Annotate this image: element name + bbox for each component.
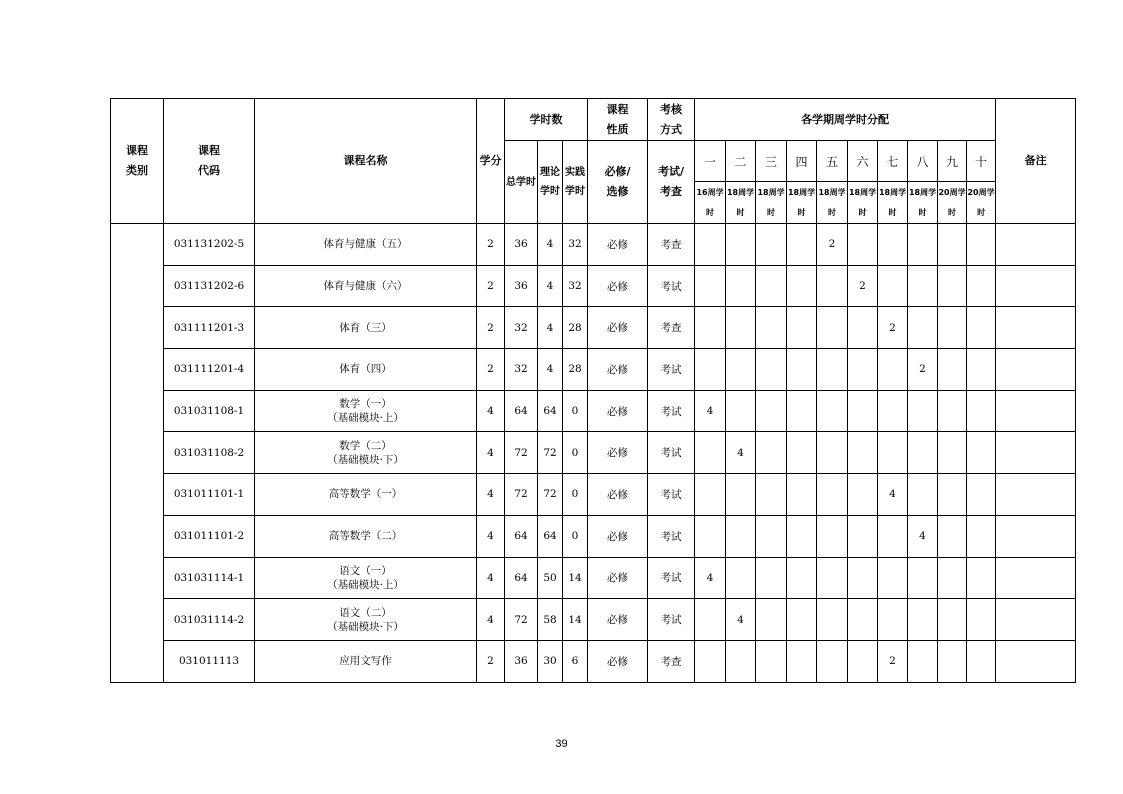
total-hours-cell: 32: [505, 307, 538, 349]
practice-hours-cell: 14: [563, 557, 588, 599]
course-name-line: 数学（一）: [339, 398, 392, 411]
remark-cell: [996, 640, 1076, 682]
semester-4-hours-cell: [787, 515, 817, 557]
practice-hours-cell: 28: [563, 349, 588, 391]
semester-7-weeks: 18周学 时: [878, 182, 908, 224]
course-name-line: 体育与健康（五）: [323, 238, 408, 251]
semester-8-hours-cell: [908, 307, 938, 349]
course-nature-cell: 必修: [588, 557, 648, 599]
semester-6-hours-cell: [848, 640, 878, 682]
semester-6-label: 六: [848, 141, 878, 182]
exam-method-cell: 考试: [648, 349, 695, 391]
semester-10-hours-cell: [967, 390, 996, 432]
practice-hours-cell: 6: [563, 640, 588, 682]
credit-cell: 4: [477, 390, 505, 432]
course-name-line: 体育（四）: [339, 363, 392, 376]
semester-8-hours-cell: [908, 265, 938, 307]
remark-cell: [996, 390, 1076, 432]
semester-7-hours-cell: 2: [878, 307, 908, 349]
semester-6-hours-cell: [848, 224, 878, 266]
semester-3-hours-cell: [756, 390, 787, 432]
exam-method-cell: 考试: [648, 557, 695, 599]
semester-1-label: 一: [695, 141, 726, 182]
table-row: [111, 557, 1076, 599]
semester-2-weeks: 18周学 时: [726, 182, 756, 224]
semester-9-hours-cell: [938, 307, 967, 349]
course-name-cell: [255, 349, 477, 391]
course-name-line: 高等数学（一）: [328, 488, 403, 501]
semester-9-hours-cell: [938, 599, 967, 641]
table-body: [111, 224, 1076, 683]
semester-6-hours-cell: [848, 349, 878, 391]
semester-10-hours-cell: [967, 557, 996, 599]
credit-cell: 2: [477, 349, 505, 391]
header-exam-check: 考试/ 考查: [648, 141, 695, 224]
total-hours-cell: 64: [505, 557, 538, 599]
table-row: [111, 390, 1076, 432]
semester-9-hours-cell: [938, 515, 967, 557]
curriculum-table: [110, 98, 1076, 683]
course-code-cell: 031031108-2: [164, 432, 255, 474]
course-name-cell: [255, 390, 477, 432]
table-row: [111, 432, 1076, 474]
semester-2-hours-cell: [726, 390, 756, 432]
semester-9-hours-cell: [938, 265, 967, 307]
semester-10-hours-cell: [967, 224, 996, 266]
course-name-cell: [255, 557, 477, 599]
semester-2-hours-cell: [726, 224, 756, 266]
semester-6-hours-cell: [848, 557, 878, 599]
course-name-cell: [255, 599, 477, 641]
semester-6-weeks: 18周学 时: [848, 182, 878, 224]
semester-5-hours-cell: [817, 599, 848, 641]
course-name-cell: [255, 265, 477, 307]
course-code-cell: 031011113: [164, 640, 255, 682]
semester-7-hours-cell: 4: [878, 474, 908, 516]
semester-4-hours-cell: [787, 224, 817, 266]
semester-3-hours-cell: [756, 474, 787, 516]
semester-9-hours-cell: [938, 224, 967, 266]
exam-method-cell: 考查: [648, 640, 695, 682]
course-name-cell: [255, 515, 477, 557]
semester-1-hours-cell: [695, 224, 726, 266]
table-row: [111, 307, 1076, 349]
table-header: [111, 99, 1076, 224]
table-row: [111, 515, 1076, 557]
header-theory-hours: 理论 学时: [538, 141, 563, 224]
semester-4-hours-cell: [787, 265, 817, 307]
header-total-hours: 总学时: [505, 141, 538, 224]
semester-8-hours-cell: [908, 432, 938, 474]
credit-cell: 4: [477, 599, 505, 641]
table-row: [111, 474, 1076, 516]
semester-9-hours-cell: [938, 474, 967, 516]
semester-3-hours-cell: [756, 432, 787, 474]
credit-cell: 2: [477, 640, 505, 682]
semester-8-hours-cell: 2: [908, 349, 938, 391]
theory-hours-cell: 4: [538, 265, 563, 307]
semester-6-hours-cell: [848, 390, 878, 432]
semester-2-hours-cell: 4: [726, 432, 756, 474]
semester-3-hours-cell: [756, 307, 787, 349]
semester-7-hours-cell: [878, 390, 908, 432]
course-code-cell: 031011101-1: [164, 474, 255, 516]
header-exam: 考核 方式: [648, 99, 695, 141]
semester-8-weeks: 18周学 时: [908, 182, 938, 224]
semester-2-hours-cell: 4: [726, 599, 756, 641]
course-name-cell: [255, 307, 477, 349]
semester-10-hours-cell: [967, 307, 996, 349]
semester-1-hours-cell: 4: [695, 390, 726, 432]
semester-1-hours-cell: [695, 599, 726, 641]
course-name-line: 应用文写作: [339, 655, 392, 668]
semester-9-hours-cell: [938, 640, 967, 682]
category-cell: [111, 224, 164, 683]
credit-cell: 2: [477, 265, 505, 307]
practice-hours-cell: 0: [563, 432, 588, 474]
semester-6-hours-cell: [848, 599, 878, 641]
semester-1-hours-cell: [695, 640, 726, 682]
total-hours-cell: 32: [505, 349, 538, 391]
credit-cell: 4: [477, 515, 505, 557]
semester-5-hours-cell: [817, 390, 848, 432]
semester-1-hours-cell: [695, 349, 726, 391]
course-nature-cell: 必修: [588, 390, 648, 432]
semester-2-label: 二: [726, 141, 756, 182]
semester-4-hours-cell: [787, 557, 817, 599]
practice-hours-cell: 28: [563, 307, 588, 349]
table-row: [111, 224, 1076, 266]
semester-5-hours-cell: [817, 557, 848, 599]
semester-1-hours-cell: 4: [695, 557, 726, 599]
semester-8-hours-cell: [908, 224, 938, 266]
semester-3-hours-cell: [756, 515, 787, 557]
semester-7-hours-cell: [878, 349, 908, 391]
semester-5-hours-cell: [817, 640, 848, 682]
semester-1-hours-cell: [695, 432, 726, 474]
course-nature-cell: 必修: [588, 307, 648, 349]
practice-hours-cell: 0: [563, 390, 588, 432]
semester-2-hours-cell: [726, 349, 756, 391]
semester-4-hours-cell: [787, 307, 817, 349]
theory-hours-cell: 72: [538, 432, 563, 474]
semester-7-hours-cell: [878, 265, 908, 307]
semester-8-hours-cell: [908, 557, 938, 599]
semester-10-hours-cell: [967, 640, 996, 682]
semester-4-hours-cell: [787, 432, 817, 474]
semester-5-hours-cell: [817, 432, 848, 474]
semester-7-hours-cell: 2: [878, 640, 908, 682]
exam-method-cell: 考试: [648, 599, 695, 641]
exam-method-cell: 考试: [648, 474, 695, 516]
total-hours-cell: 72: [505, 432, 538, 474]
semester-6-hours-cell: [848, 515, 878, 557]
table-row: [111, 599, 1076, 641]
credit-cell: 2: [477, 307, 505, 349]
semester-6-hours-cell: [848, 307, 878, 349]
semester-4-weeks: 18周学 时: [787, 182, 817, 224]
semester-1-hours-cell: [695, 474, 726, 516]
credit-cell: 4: [477, 474, 505, 516]
semester-3-hours-cell: [756, 224, 787, 266]
course-name-cell: [255, 432, 477, 474]
theory-hours-cell: 72: [538, 474, 563, 516]
semester-3-hours-cell: [756, 640, 787, 682]
semester-8-hours-cell: [908, 390, 938, 432]
course-name-line: 数学（二）: [339, 439, 392, 452]
theory-hours-cell: 4: [538, 224, 563, 266]
exam-method-cell: 考试: [648, 432, 695, 474]
course-nature-cell: 必修: [588, 265, 648, 307]
theory-hours-cell: 64: [538, 515, 563, 557]
semester-7-hours-cell: [878, 599, 908, 641]
theory-hours-cell: 4: [538, 307, 563, 349]
course-name-cell: [255, 224, 477, 266]
header-nature: 课程 性质: [588, 99, 648, 141]
header-credit: 学分: [477, 99, 505, 224]
semester-8-hours-cell: [908, 474, 938, 516]
remark-cell: [996, 224, 1076, 266]
credit-cell: 4: [477, 432, 505, 474]
course-name-line: 语文（一）: [339, 564, 392, 577]
semester-10-hours-cell: [967, 599, 996, 641]
header-name: 课程名称: [255, 99, 477, 224]
semester-6-hours-cell: 2: [848, 265, 878, 307]
semester-4-hours-cell: [787, 390, 817, 432]
header-remarks: 备注: [996, 99, 1076, 224]
semester-3-weeks: 18周学 时: [756, 182, 787, 224]
practice-hours-cell: 0: [563, 474, 588, 516]
total-hours-cell: 36: [505, 640, 538, 682]
semester-2-hours-cell: [726, 307, 756, 349]
semester-7-hours-cell: [878, 224, 908, 266]
course-nature-cell: 必修: [588, 474, 648, 516]
semester-2-hours-cell: [726, 515, 756, 557]
course-name-line: （基础模块·上）: [327, 578, 404, 591]
semester-6-hours-cell: [848, 474, 878, 516]
course-name-line: 语文（二）: [339, 606, 392, 619]
semester-2-hours-cell: [726, 640, 756, 682]
course-nature-cell: 必修: [588, 515, 648, 557]
practice-hours-cell: 32: [563, 265, 588, 307]
table-row: [111, 640, 1076, 682]
semester-1-hours-cell: [695, 515, 726, 557]
semester-3-hours-cell: [756, 599, 787, 641]
remark-cell: [996, 265, 1076, 307]
table-row: [111, 349, 1076, 391]
semester-3-hours-cell: [756, 349, 787, 391]
course-name-line: 高等数学（二）: [328, 530, 403, 543]
course-nature-cell: 必修: [588, 640, 648, 682]
header-required-elective: 必修/ 选修: [588, 141, 648, 224]
course-code-cell: 031111201-4: [164, 349, 255, 391]
semester-2-hours-cell: [726, 265, 756, 307]
course-code-cell: 031111201-3: [164, 307, 255, 349]
semester-4-label: 四: [787, 141, 817, 182]
semester-4-hours-cell: [787, 474, 817, 516]
semester-9-weeks: 20周学 时: [938, 182, 967, 224]
semester-1-hours-cell: [695, 265, 726, 307]
semester-7-hours-cell: [878, 557, 908, 599]
semester-4-hours-cell: [787, 640, 817, 682]
semester-7-hours-cell: [878, 515, 908, 557]
practice-hours-cell: 14: [563, 599, 588, 641]
semester-10-hours-cell: [967, 432, 996, 474]
course-name-line: （基础模块·上）: [327, 412, 404, 425]
semester-5-hours-cell: [817, 265, 848, 307]
semester-10-label: 十: [967, 141, 996, 182]
semester-3-hours-cell: [756, 557, 787, 599]
theory-hours-cell: 58: [538, 599, 563, 641]
semester-5-hours-cell: [817, 474, 848, 516]
remark-cell: [996, 474, 1076, 516]
course-nature-cell: 必修: [588, 432, 648, 474]
theory-hours-cell: 64: [538, 390, 563, 432]
semester-8-hours-cell: [908, 599, 938, 641]
semester-6-hours-cell: [848, 432, 878, 474]
semester-7-hours-cell: [878, 432, 908, 474]
exam-method-cell: 考查: [648, 224, 695, 266]
header-code: 课程 代码: [164, 99, 255, 224]
semester-9-hours-cell: [938, 349, 967, 391]
practice-hours-cell: 0: [563, 515, 588, 557]
semester-5-hours-cell: 2: [817, 224, 848, 266]
course-code-cell: 031011101-2: [164, 515, 255, 557]
header-practice-hours: 实践 学时: [563, 141, 588, 224]
semester-4-hours-cell: [787, 599, 817, 641]
semester-5-label: 五: [817, 141, 848, 182]
semester-9-hours-cell: [938, 557, 967, 599]
course-name-line: 体育与健康（六）: [323, 280, 408, 293]
semester-8-label: 八: [908, 141, 938, 182]
remark-cell: [996, 432, 1076, 474]
semester-5-hours-cell: [817, 349, 848, 391]
course-name-cell: [255, 474, 477, 516]
course-nature-cell: 必修: [588, 224, 648, 266]
exam-method-cell: 考查: [648, 307, 695, 349]
exam-method-cell: 考试: [648, 265, 695, 307]
course-name-cell: [255, 640, 477, 682]
semester-1-hours-cell: [695, 307, 726, 349]
total-hours-cell: 64: [505, 515, 538, 557]
remark-cell: [996, 557, 1076, 599]
theory-hours-cell: 30: [538, 640, 563, 682]
remark-cell: [996, 599, 1076, 641]
course-nature-cell: 必修: [588, 349, 648, 391]
semester-5-hours-cell: [817, 515, 848, 557]
semester-4-hours-cell: [787, 349, 817, 391]
semester-2-hours-cell: [726, 474, 756, 516]
semester-9-label: 九: [938, 141, 967, 182]
header-category: 课程 类别: [111, 99, 164, 224]
semester-1-weeks: 16周学 时: [695, 182, 726, 224]
page-number: 39: [555, 738, 568, 750]
course-code-cell: 031131202-5: [164, 224, 255, 266]
exam-method-cell: 考试: [648, 390, 695, 432]
course-nature-cell: 必修: [588, 599, 648, 641]
total-hours-cell: 36: [505, 265, 538, 307]
semester-5-hours-cell: [817, 307, 848, 349]
total-hours-cell: 64: [505, 390, 538, 432]
semester-10-hours-cell: [967, 474, 996, 516]
course-name-line: （基础模块·下）: [327, 453, 404, 466]
course-code-cell: 031031114-2: [164, 599, 255, 641]
theory-hours-cell: 50: [538, 557, 563, 599]
semester-8-hours-cell: [908, 640, 938, 682]
course-name-line: （基础模块·下）: [327, 620, 404, 633]
semester-10-weeks: 20周学 时: [967, 182, 996, 224]
course-code-cell: 031031114-1: [164, 557, 255, 599]
total-hours-cell: 72: [505, 474, 538, 516]
semester-7-label: 七: [878, 141, 908, 182]
semester-3-label: 三: [756, 141, 787, 182]
header-distribution: 各学期周学时分配: [695, 99, 996, 141]
semester-10-hours-cell: [967, 265, 996, 307]
theory-hours-cell: 4: [538, 349, 563, 391]
total-hours-cell: 36: [505, 224, 538, 266]
semester-3-hours-cell: [756, 265, 787, 307]
credit-cell: 4: [477, 557, 505, 599]
header-hours: 学时数: [505, 99, 588, 141]
total-hours-cell: 72: [505, 599, 538, 641]
course-code-cell: 031131202-6: [164, 265, 255, 307]
course-code-cell: 031031108-1: [164, 390, 255, 432]
semester-9-hours-cell: [938, 390, 967, 432]
practice-hours-cell: 32: [563, 224, 588, 266]
semester-10-hours-cell: [967, 349, 996, 391]
table-row: [111, 265, 1076, 307]
remark-cell: [996, 515, 1076, 557]
semester-5-weeks: 18周学 时: [817, 182, 848, 224]
semester-8-hours-cell: 4: [908, 515, 938, 557]
exam-method-cell: 考试: [648, 515, 695, 557]
credit-cell: 2: [477, 224, 505, 266]
semester-9-hours-cell: [938, 432, 967, 474]
course-name-line: 体育（三）: [339, 321, 392, 334]
semester-10-hours-cell: [967, 515, 996, 557]
remark-cell: [996, 307, 1076, 349]
remark-cell: [996, 349, 1076, 391]
semester-2-hours-cell: [726, 557, 756, 599]
